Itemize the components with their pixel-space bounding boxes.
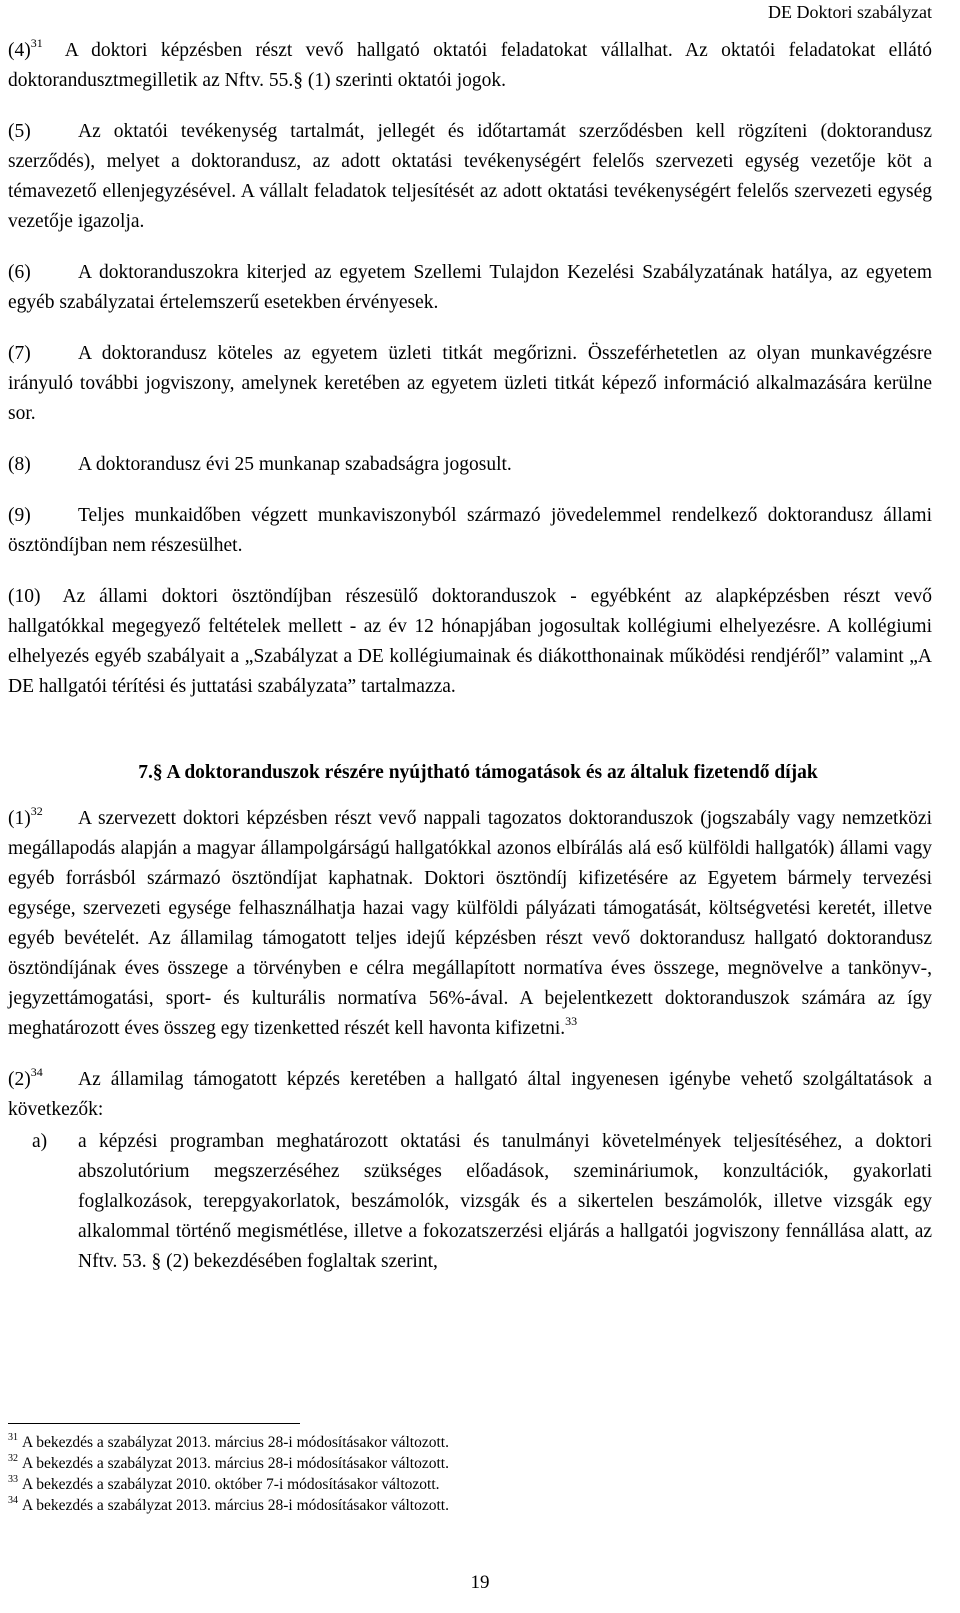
service-list bbox=[32, 1127, 932, 1277]
section-heading bbox=[8, 758, 932, 788]
paragraph-text: A szervezett doktori képzésben részt vevő nappali tagozatos doktoranduszok (jogszabály vagy nemzetközi megállapodás alapján a magyar állampolgárságú hallgatókkal azonos elbírálás alá eső külföldi hallgatók) állami vagy egyéb forrásból származó ösztöndíjat kaphatnak. Doktori ösztöndíj kifizetésére az Egyetem bármely tervezési egysége, szervezeti egysége felhasználhatja hazai vagy külföldi pályázati támogatását, költségvetési keretét, illetve egyéb bevételét. Az államilag támogatott teljes idejű képzésben részt vevő doktorandusz hallgató doktorandusz ösztöndíjának éves összege a törvényben e célra megállapított normatíva éves összege, megnövelve a tankönyv-, jegyzettámogatási, sport- és kulturális normatíva 56%-ával. A bejelentkezett doktoranduszok számára az így meghatározott éves összeg egy tizenketted részét kell havonta kifizetni. bbox=[8, 808, 932, 1039]
footnotes bbox=[8, 1432, 908, 1516]
paragraph-number: (2) bbox=[8, 1069, 31, 1090]
footnote-ref[interactable]: 32 bbox=[30, 804, 43, 818]
section-number: 7.§ bbox=[138, 762, 163, 783]
footnote-number: 32 bbox=[8, 1453, 18, 1464]
footnote-number: 33 bbox=[8, 1474, 18, 1485]
paragraph-text: Az oktatói tevékenység tartalmát, jellegét és időtartamát szerződésben kell rögzíteni (doktorandusz szerződés), melyet a doktorandusz, az adott oktatási tevékenységért felelős szervezeti egység vezetője köt a témavezető ellenjegyzésével. A vállalt feladatok teljesítését az adott oktatási tevékenységért felelős szervezeti egység vezetője igazolja. bbox=[8, 121, 932, 232]
section-title: A doktoranduszok részére nyújtható támogatások és az általuk fizetendő díjak bbox=[166, 762, 818, 783]
footnote-text: A bekezdés a szabályzat 2013. március 28-i módosításakor változott. bbox=[22, 1497, 449, 1514]
running-header: DE Doktori szabályzat bbox=[768, 2, 932, 22]
paragraph-text: Az állami doktori ösztöndíjban részesülő doktoranduszok - egyébként az alapképzésben részt vevő hallgatókkal megegyező feltételek mellett - az év 12 hónapjában jogosultak kollégiumi elhelyezésre. A kollégiumi elhelyezés egyéb szabályait a „Szabályzat a DE kollégiumainak és diákotthonainak működési rendjéről” valamint „A DE hallgatói térítési és juttatási szabályzata” tartalmazza. bbox=[8, 586, 932, 697]
footnote-ref[interactable]: 31 bbox=[30, 36, 43, 50]
paragraph-6 bbox=[8, 258, 932, 318]
footnote-number: 34 bbox=[8, 1495, 18, 1506]
body-text bbox=[8, 36, 932, 1277]
paragraph-8 bbox=[8, 450, 932, 480]
paragraph-text: A doktorandusz köteles az egyetem üzleti titkát megőrizni. Összeférhetetlen az olyan munkavégzésre irányuló további jogviszony, amelynek keretében az egyetem üzleti titkát képező információ alkalmazására kerülne sor. bbox=[8, 343, 932, 424]
paragraph-number: (6) bbox=[8, 262, 31, 283]
footnote-text: A bekezdés a szabályzat 2010. október 7-i módosításakor változott. bbox=[22, 1476, 440, 1493]
footnote bbox=[8, 1453, 908, 1474]
paragraph-7 bbox=[8, 339, 932, 429]
paragraph-text: Az államilag támogatott képzés keretében a hallgató által ingyenesen igénybe vehető szolgáltatások a következők: bbox=[8, 1069, 932, 1120]
list-item-text: a képzési programban meghatározott oktatási és tanulmányi követelmények teljesítéséhez, a doktori abszolutórium megszerzéséhez szükséges előadások, szemináriumok, konzultációk, gyakorlati foglalkozások, terepgyakorlatok, beszámolók, vizsgák és a sikertelen beszámolók, illetve vizsgák egy alkalommal történő megismétlése, illetve a fokozatszerzési eljárás a hallgatói jogviszony fennállása alatt, az Nftv. 53. § (2) bekezdésében foglaltak szerint, bbox=[78, 1131, 932, 1272]
paragraph-number: (9) bbox=[8, 505, 31, 526]
paragraph-text: A doktoranduszokra kiterjed az egyetem Szellemi Tulajdon Kezelési Szabályzatának hatálya, az egyetem egyéb szabályzatai értelemszerű esetekben érvényesek. bbox=[8, 262, 932, 313]
paragraph-4 bbox=[8, 36, 932, 96]
list-marker: a) bbox=[32, 1131, 48, 1152]
footnote bbox=[8, 1474, 908, 1495]
footnote bbox=[8, 1432, 908, 1453]
footnote-text: A bekezdés a szabályzat 2013. március 28-i módosításakor változott. bbox=[22, 1455, 449, 1472]
section-paragraph-1 bbox=[8, 804, 932, 1044]
paragraph-number: (5) bbox=[8, 121, 31, 142]
paragraph-text: A doktorandusz évi 25 munkanap szabadságra jogosult. bbox=[78, 454, 512, 475]
paragraph-10 bbox=[8, 582, 932, 702]
page-number: 19 bbox=[470, 1572, 490, 1593]
section-paragraph-2 bbox=[8, 1065, 932, 1125]
footnote-number: 31 bbox=[8, 1432, 18, 1443]
paragraph-text: Teljes munkaidőben végzett munkaviszonyból származó jövedelemmel rendelkező doktorandusz állami ösztöndíjban nem részesülhet. bbox=[8, 505, 932, 556]
paragraph-number: (4) bbox=[8, 40, 31, 61]
paragraph-9 bbox=[8, 501, 932, 561]
paragraph-number: (10) bbox=[8, 586, 41, 607]
footnote-ref[interactable]: 33 bbox=[565, 1014, 578, 1028]
footnote-text: A bekezdés a szabályzat 2013. március 28-i módosításakor változott. bbox=[22, 1434, 449, 1451]
footnote bbox=[8, 1495, 908, 1516]
list-item bbox=[32, 1127, 932, 1277]
footnote-ref[interactable]: 34 bbox=[30, 1065, 43, 1079]
footnote-divider bbox=[8, 1423, 300, 1424]
paragraph-number: (7) bbox=[8, 343, 31, 364]
paragraph-5 bbox=[8, 117, 932, 237]
paragraph-number: (1) bbox=[8, 808, 31, 829]
paragraph-text: A doktori képzésben részt vevő hallgató oktatói feladatokat vállalhat. Az oktatói feladatokat ellátó doktorandusztmegilletik az Nftv. 55.§ (1) szerinti oktatói jogok. bbox=[8, 40, 932, 91]
paragraph-number: (8) bbox=[8, 454, 31, 475]
